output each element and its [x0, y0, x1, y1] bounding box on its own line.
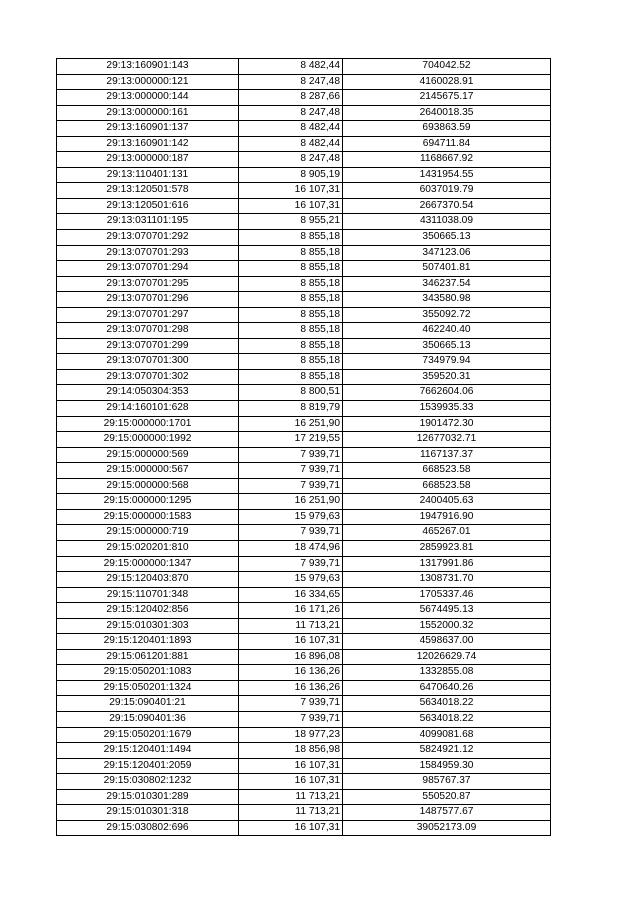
value-cell: 5824921.12: [343, 743, 551, 759]
cadastral-number-cell: 29:15:000000:1992: [57, 432, 239, 448]
cadastral-number-cell: 29:13:110401:131: [57, 167, 239, 183]
table-row: [57, 401, 551, 417]
cadastral-number-cell: 29:13:000000:187: [57, 152, 239, 168]
cadastral-number-cell: 29:13:120501:578: [57, 183, 239, 199]
table-row: [57, 680, 551, 696]
value-cell: 6037019.79: [343, 183, 551, 199]
area-cell: 8 955,21: [239, 214, 343, 230]
value-cell: 350665.13: [343, 230, 551, 246]
table-row: [57, 183, 551, 199]
cadastral-number-cell: 29:13:070701:298: [57, 323, 239, 339]
table-row: [57, 758, 551, 774]
cadastral-number-cell: 29:13:070701:300: [57, 354, 239, 370]
value-cell: 12677032.71: [343, 432, 551, 448]
table-row: [57, 789, 551, 805]
table-row: [57, 167, 551, 183]
area-cell: 8 819,79: [239, 401, 343, 417]
area-cell: 8 855,18: [239, 307, 343, 323]
area-cell: 8 855,18: [239, 323, 343, 339]
cadastral-number-cell: 29:15:000000:568: [57, 478, 239, 494]
area-cell: 11 713,21: [239, 805, 343, 821]
cadastral-number-cell: 29:13:070701:299: [57, 338, 239, 354]
table-row: [57, 540, 551, 556]
value-cell: 5674495.13: [343, 603, 551, 619]
area-cell: 8 905,19: [239, 167, 343, 183]
area-cell: 15 979,63: [239, 572, 343, 588]
value-cell: 347123.06: [343, 245, 551, 261]
area-cell: 7 939,71: [239, 463, 343, 479]
value-cell: 5634018.22: [343, 696, 551, 712]
area-cell: 8 855,18: [239, 276, 343, 292]
area-cell: 8 855,18: [239, 230, 343, 246]
area-cell: 8 855,18: [239, 261, 343, 277]
table-row: [57, 261, 551, 277]
cadastral-value-table: [56, 58, 551, 836]
value-cell: 462240.40: [343, 323, 551, 339]
cadastral-number-cell: 29:13:070701:296: [57, 292, 239, 308]
cadastral-number-cell: 29:15:000000:1295: [57, 494, 239, 510]
cadastral-number-cell: 29:15:030802:1232: [57, 774, 239, 790]
area-cell: 17 219,55: [239, 432, 343, 448]
value-cell: 693863.59: [343, 121, 551, 137]
table-body: [57, 59, 551, 836]
area-cell: 7 939,71: [239, 556, 343, 572]
cadastral-number-cell: 29:13:070701:293: [57, 245, 239, 261]
table-row: [57, 525, 551, 541]
cadastral-number-cell: 29:13:070701:294: [57, 261, 239, 277]
table-row: [57, 727, 551, 743]
value-cell: 4160028.91: [343, 74, 551, 90]
value-cell: 1487577.67: [343, 805, 551, 821]
table-row: [57, 59, 551, 75]
cadastral-number-cell: 29:15:050201:1083: [57, 665, 239, 681]
cadastral-number-cell: 29:15:120401:2059: [57, 758, 239, 774]
area-cell: 8 855,18: [239, 354, 343, 370]
cadastral-number-cell: 29:14:050304:353: [57, 385, 239, 401]
table-row: [57, 323, 551, 339]
cadastral-number-cell: 29:13:070701:302: [57, 369, 239, 385]
table-row: [57, 587, 551, 603]
table-row: [57, 634, 551, 650]
table-row: [57, 385, 551, 401]
cadastral-number-cell: 29:15:030802:696: [57, 820, 239, 836]
value-cell: 704042.52: [343, 59, 551, 75]
cadastral-number-cell: 29:15:050201:1324: [57, 680, 239, 696]
table-row: [57, 432, 551, 448]
value-cell: 507401.81: [343, 261, 551, 277]
area-cell: 7 939,71: [239, 525, 343, 541]
area-cell: 8 482,44: [239, 121, 343, 137]
area-cell: 16 107,31: [239, 774, 343, 790]
value-cell: 2667370.54: [343, 198, 551, 214]
cadastral-number-cell: 29:13:120501:616: [57, 198, 239, 214]
value-cell: 4598637.00: [343, 634, 551, 650]
table-row: [57, 230, 551, 246]
table-row: [57, 478, 551, 494]
area-cell: 7 939,71: [239, 478, 343, 494]
area-cell: 16 107,31: [239, 758, 343, 774]
value-cell: 1332855.08: [343, 665, 551, 681]
value-cell: 355092.72: [343, 307, 551, 323]
area-cell: 16 251,90: [239, 494, 343, 510]
value-cell: 1308731.70: [343, 572, 551, 588]
cadastral-number-cell: 29:15:000000:1347: [57, 556, 239, 572]
table-row: [57, 572, 551, 588]
table-row: [57, 463, 551, 479]
table-row: [57, 214, 551, 230]
table-row: [57, 369, 551, 385]
value-cell: 4099081.68: [343, 727, 551, 743]
table-row: [57, 494, 551, 510]
area-cell: 15 979,63: [239, 509, 343, 525]
value-cell: 6470640.26: [343, 680, 551, 696]
value-cell: 1552000.32: [343, 618, 551, 634]
cadastral-number-cell: 29:15:120403:870: [57, 572, 239, 588]
table-row: [57, 447, 551, 463]
cadastral-number-cell: 29:14:160101:628: [57, 401, 239, 417]
value-cell: 7662604.06: [343, 385, 551, 401]
area-cell: 8 482,44: [239, 136, 343, 152]
area-cell: 16 107,31: [239, 183, 343, 199]
cadastral-number-cell: 29:15:010301:289: [57, 789, 239, 805]
table-row: [57, 618, 551, 634]
value-cell: 465267.01: [343, 525, 551, 541]
value-cell: 1168667.92: [343, 152, 551, 168]
table-row: [57, 805, 551, 821]
value-cell: 1901472.30: [343, 416, 551, 432]
table-row: [57, 649, 551, 665]
cadastral-number-cell: 29:15:000000:1583: [57, 509, 239, 525]
value-cell: 12026629.74: [343, 649, 551, 665]
value-cell: 359520.31: [343, 369, 551, 385]
table-row: [57, 509, 551, 525]
value-cell: 668523.58: [343, 478, 551, 494]
table-row: [57, 276, 551, 292]
area-cell: 8 287,66: [239, 90, 343, 106]
cadastral-number-cell: 29:13:160901:137: [57, 121, 239, 137]
cadastral-number-cell: 29:15:110701:348: [57, 587, 239, 603]
table-row: [57, 416, 551, 432]
cadastral-number-cell: 29:13:070701:292: [57, 230, 239, 246]
area-cell: 8 482,44: [239, 59, 343, 75]
cadastral-number-cell: 29:15:120402:856: [57, 603, 239, 619]
cadastral-number-cell: 29:15:061201:881: [57, 649, 239, 665]
table-row: [57, 820, 551, 836]
cadastral-number-cell: 29:15:000000:1701: [57, 416, 239, 432]
value-cell: 550520.87: [343, 789, 551, 805]
table-row: [57, 121, 551, 137]
cadastral-number-cell: 29:15:010301:303: [57, 618, 239, 634]
area-cell: 7 939,71: [239, 696, 343, 712]
cadastral-number-cell: 29:13:070701:295: [57, 276, 239, 292]
area-cell: 16 107,31: [239, 820, 343, 836]
value-cell: 350665.13: [343, 338, 551, 354]
table-row: [57, 354, 551, 370]
table-row: [57, 774, 551, 790]
area-cell: 16 107,31: [239, 198, 343, 214]
value-cell: 4311038.09: [343, 214, 551, 230]
table-row: [57, 307, 551, 323]
value-cell: 668523.58: [343, 463, 551, 479]
table-row: [57, 136, 551, 152]
value-cell: 2400405.63: [343, 494, 551, 510]
area-cell: 8 855,18: [239, 292, 343, 308]
value-cell: 39052173.09: [343, 820, 551, 836]
value-cell: 343580.98: [343, 292, 551, 308]
area-cell: 16 896,08: [239, 649, 343, 665]
table-row: [57, 105, 551, 121]
value-cell: 985767.37: [343, 774, 551, 790]
cadastral-number-cell: 29:13:000000:161: [57, 105, 239, 121]
value-cell: 2859923.81: [343, 540, 551, 556]
area-cell: 8 855,18: [239, 245, 343, 261]
area-cell: 16 136,26: [239, 680, 343, 696]
value-cell: 1167137.37: [343, 447, 551, 463]
cadastral-number-cell: 29:15:090401:21: [57, 696, 239, 712]
value-cell: 2640018.35: [343, 105, 551, 121]
value-cell: 1431954.55: [343, 167, 551, 183]
table-row: [57, 74, 551, 90]
table-row: [57, 743, 551, 759]
table-row: [57, 90, 551, 106]
area-cell: 11 713,21: [239, 789, 343, 805]
area-cell: 8 247,48: [239, 152, 343, 168]
value-cell: 5634018.22: [343, 711, 551, 727]
table-row: [57, 152, 551, 168]
cadastral-number-cell: 29:13:000000:144: [57, 90, 239, 106]
table-row: [57, 711, 551, 727]
cadastral-number-cell: 29:15:090401:36: [57, 711, 239, 727]
table-row: [57, 603, 551, 619]
area-cell: 18 474,96: [239, 540, 343, 556]
area-cell: 18 977,23: [239, 727, 343, 743]
value-cell: 346237.54: [343, 276, 551, 292]
area-cell: 11 713,21: [239, 618, 343, 634]
value-cell: 2145675.17: [343, 90, 551, 106]
value-cell: 1539935.33: [343, 401, 551, 417]
cadastral-number-cell: 29:15:050201:1679: [57, 727, 239, 743]
area-cell: 8 247,48: [239, 74, 343, 90]
area-cell: 16 136,26: [239, 665, 343, 681]
cadastral-number-cell: 29:15:010301:318: [57, 805, 239, 821]
table-row: [57, 198, 551, 214]
cadastral-number-cell: 29:13:160901:142: [57, 136, 239, 152]
area-cell: 8 855,18: [239, 369, 343, 385]
value-cell: 1317991.86: [343, 556, 551, 572]
area-cell: 8 855,18: [239, 338, 343, 354]
table-row: [57, 338, 551, 354]
area-cell: 18 856,98: [239, 743, 343, 759]
table-row: [57, 292, 551, 308]
area-cell: 7 939,71: [239, 711, 343, 727]
area-cell: 8 800,51: [239, 385, 343, 401]
value-cell: 1584959.30: [343, 758, 551, 774]
cadastral-number-cell: 29:13:160901:143: [57, 59, 239, 75]
cadastral-number-cell: 29:13:070701:297: [57, 307, 239, 323]
cadastral-number-cell: 29:15:020201:810: [57, 540, 239, 556]
cadastral-number-cell: 29:15:000000:569: [57, 447, 239, 463]
value-cell: 1705337.46: [343, 587, 551, 603]
value-cell: 694711.84: [343, 136, 551, 152]
area-cell: 16 171,26: [239, 603, 343, 619]
cadastral-number-cell: 29:13:000000:121: [57, 74, 239, 90]
value-cell: 734979.94: [343, 354, 551, 370]
cadastral-number-cell: 29:15:120401:1494: [57, 743, 239, 759]
area-cell: 16 107,31: [239, 634, 343, 650]
cadastral-number-cell: 29:13:031101:195: [57, 214, 239, 230]
area-cell: 16 334,65: [239, 587, 343, 603]
cadastral-number-cell: 29:15:000000:567: [57, 463, 239, 479]
table-row: [57, 245, 551, 261]
table-row: [57, 556, 551, 572]
table-row: [57, 665, 551, 681]
area-cell: 16 251,90: [239, 416, 343, 432]
table-row: [57, 696, 551, 712]
value-cell: 1947916.90: [343, 509, 551, 525]
area-cell: 8 247,48: [239, 105, 343, 121]
area-cell: 7 939,71: [239, 447, 343, 463]
cadastral-number-cell: 29:15:120401:1893: [57, 634, 239, 650]
cadastral-number-cell: 29:15:000000:719: [57, 525, 239, 541]
